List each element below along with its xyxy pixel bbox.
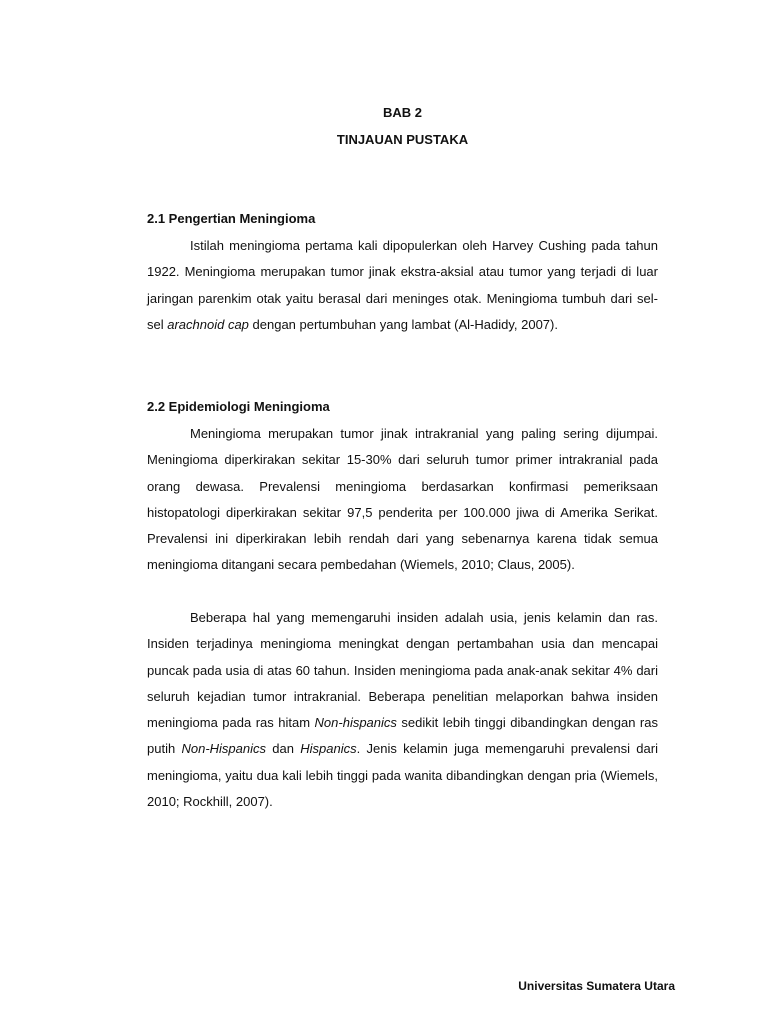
paragraph-text: . Jenis kelamin juga memengaruhi prevalensi dari meningioma, yaitu dua kali lebih tinggi pada wanita dibandingkan dengan pria (Wiemels, 2010; Rockhill, 2007). bbox=[147, 741, 658, 810]
paragraph-text: sedikit lebih tinggi dibandingkan dengan ras putih bbox=[147, 715, 658, 757]
section-title-pengertian: 2.1 Pengertian Meningioma bbox=[147, 211, 316, 226]
chapter-title: TINJAUAN PUSTAKA bbox=[336, 132, 469, 147]
paragraph-text: dengan pertumbuhan yang lambat (Al-Hadidy, 2007). bbox=[248, 316, 558, 332]
paragraph-epidemiologi-2 bbox=[147, 605, 658, 815]
italic-term: arachnoid cap bbox=[167, 316, 249, 332]
italic-term: Non-Hispanics bbox=[181, 741, 267, 757]
section-title-epidemiologi: 2.2 Epidemiologi Meningioma bbox=[147, 399, 330, 414]
chapter-number: BAB 2 bbox=[382, 105, 422, 120]
paragraph-pengertian bbox=[147, 233, 658, 338]
paragraph-epidemiologi-1: Meningioma merupakan tumor jinak intrakranial yang paling sering dijumpai. Meningioma diperkirakan sekitar 15-30% dari seluruh tumor primer intrakranial pada orang dewasa. Prevalensi meningioma berdasarkan konfirmasi pemeriksaan histopatologi diperkirakan sekitar 97,5 penderita per 100.000 jiwa di Amerika Serikat. Prevalensi ini diperkirakan lebih rendah dari yang sebenarnya karena tidak semua meningioma ditangani secara pembedahan (Wiemels, 2010; Claus, 2005). bbox=[147, 426, 658, 573]
paragraph-text: Istilah meningioma pertama kali dipopulerkan oleh Harvey Cushing pada tahun 1922. Meningioma merupakan tumor jinak ekstra-aksial atau tumor yang terjadi di luar jaringan parenkim otak yaitu berasal dari meninges otak. Meningioma tumbuh dari sel-sel bbox=[147, 238, 658, 332]
italic-term: Hispanics bbox=[300, 741, 357, 757]
paragraph-text: dan bbox=[266, 741, 301, 757]
paragraph-text: Beberapa hal yang memengaruhi insiden adalah usia, jenis kelamin dan ras. Insiden terjadinya meningioma meningkat dengan pertambahan usia dan mencapai puncak pada usia di atas 60 tahun. Insiden meningioma pada anak-anak sekitar 4% dari seluruh kejadian tumor intrakranial. Beberapa penelitian melaporkan bahwa insiden meningioma pada ras hitam bbox=[147, 610, 658, 731]
footer-institution: Universitas Sumatera Utara bbox=[518, 979, 675, 993]
italic-term: Non-hispanics bbox=[314, 715, 397, 731]
